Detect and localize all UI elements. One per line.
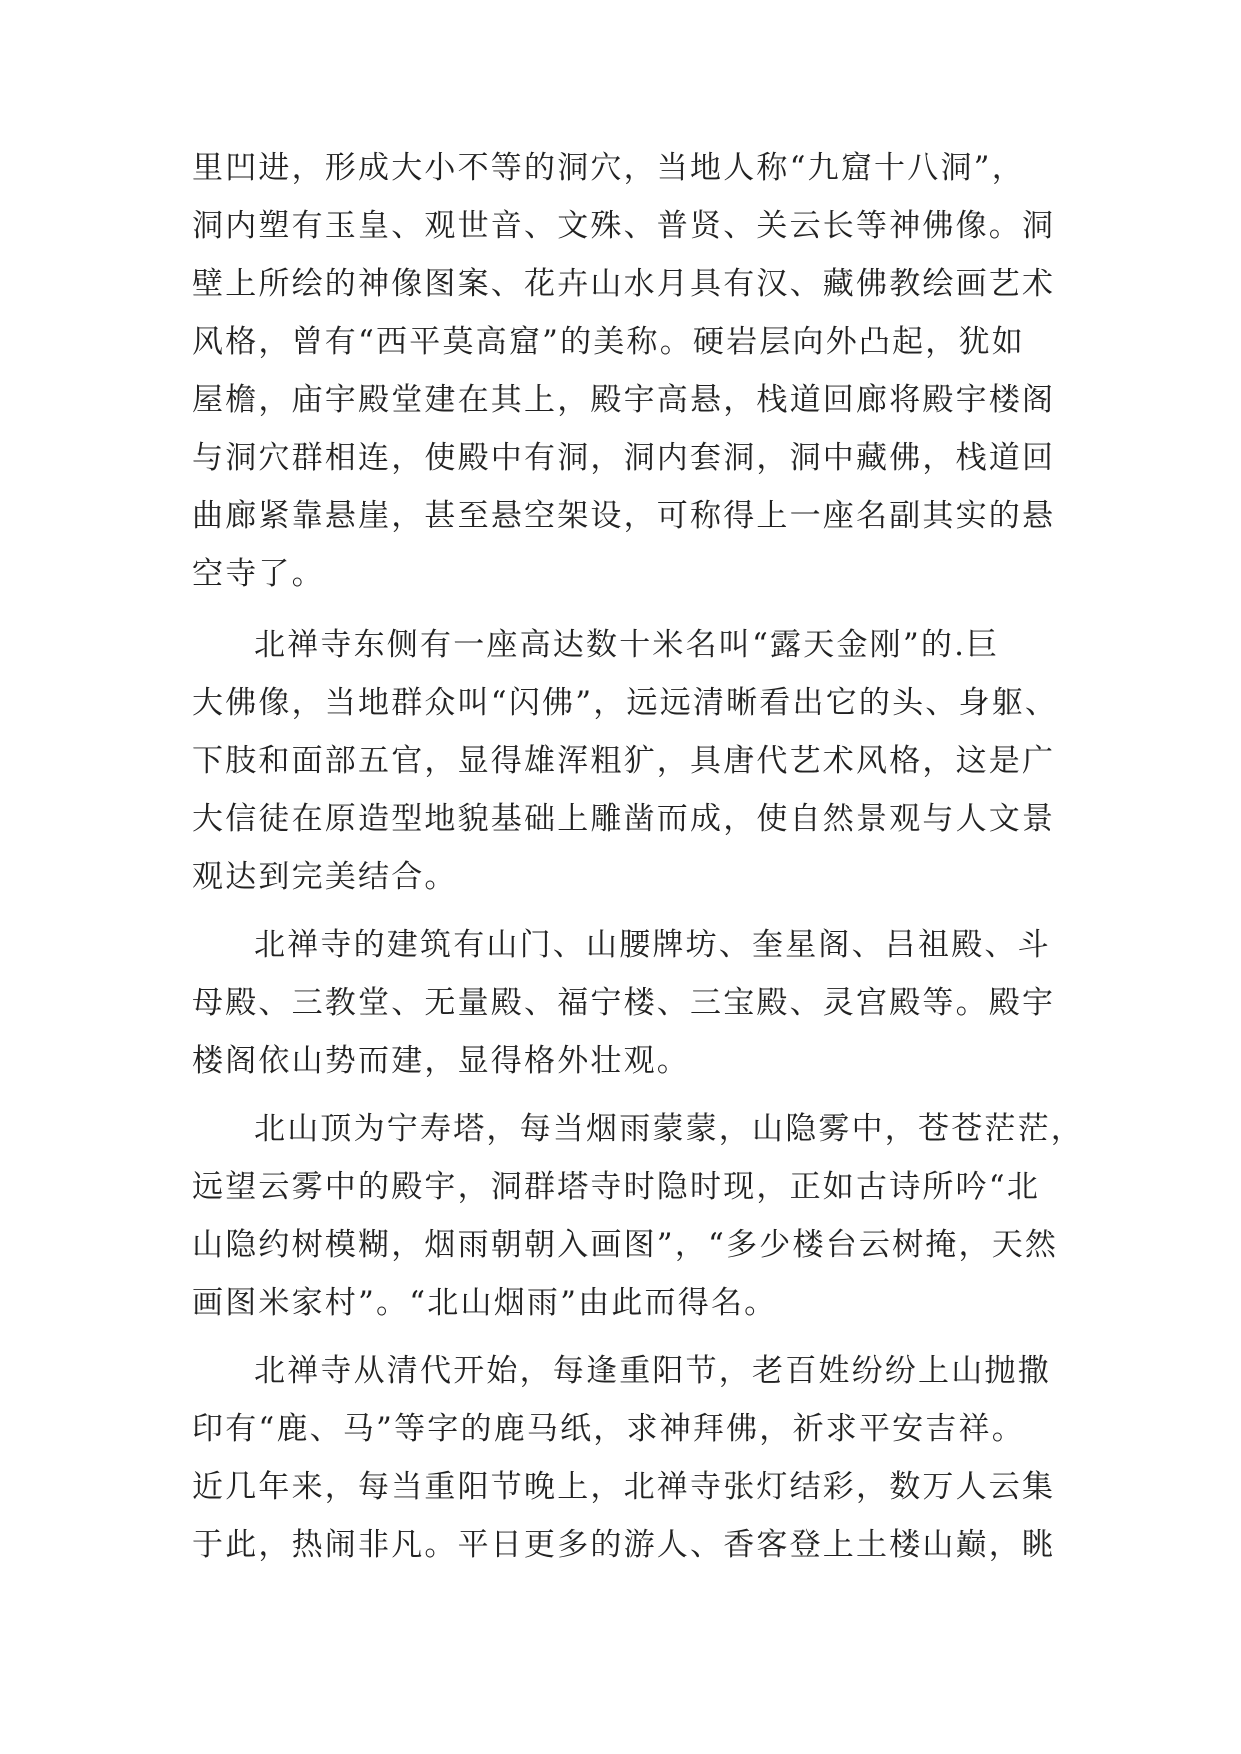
text-line: 大信徒在原造型地貌基础上雕凿而成，使自然景观与人文景	[192, 801, 1056, 837]
text-line: 壁上所绘的神像图案、花卉山水月具有汉、藏佛教绘画艺术	[192, 266, 1056, 302]
text-line: 里凹进，形成大小不等的洞穴，当地人称“九窟十八洞”，	[192, 150, 1025, 186]
text-line: 印有“鹿、马”等字的鹿马纸，求神拜佛，祈求平安吉祥。	[192, 1411, 1025, 1447]
text-line: 画图米家村”。“北山烟雨”由此而得名。	[192, 1285, 778, 1321]
text-line: 楼阁依山势而建，显得格外壮观。	[192, 1043, 690, 1079]
text-line: 山隐约树模糊，烟雨朝朝入画图”，“多少楼台云树掩，天然	[192, 1227, 1059, 1263]
text-line: 与洞穴群相连，使殿中有洞，洞内套洞，洞中藏佛，栈道回	[192, 440, 1056, 476]
text-line: 屋檐，庙宇殿堂建在其上，殿宇高悬，栈道回廊将殿宇楼阁	[192, 382, 1056, 418]
text-line: 下肢和面部五官，显得雄浑粗犷，具唐代艺术风格，这是广	[192, 743, 1056, 779]
paragraph-first-line: 北禅寺的建筑有山门、山腰牌坊、奎星阁、吕祖殿、斗	[254, 927, 1051, 963]
text-line: 空寺了。	[192, 556, 325, 592]
text-line: 风格，曾有“西平莫高窟”的美称。硬岩层向外凸起，犹如	[192, 324, 1025, 360]
text-line: 洞内塑有玉皇、观世音、文殊、普贤、关云长等神佛像。洞	[192, 208, 1056, 244]
paragraph-first-line: 北山顶为宁寿塔，每当烟雨蒙蒙，山隐雾中，苍苍茫茫，	[254, 1111, 1084, 1147]
text-line: 母殿、三教堂、无量殿、福宁楼、三宝殿、灵宫殿等。殿宇	[192, 985, 1056, 1021]
paragraph-first-line: 北禅寺从清代开始，每逢重阳节，老百姓纷纷上山抛撒	[254, 1353, 1051, 1389]
text-line: 远望云雾中的殿宇，洞群塔寺时隐时现，正如古诗所吟“北	[192, 1169, 1041, 1205]
text-line: 大佛像，当地群众叫“闪佛”，远远清晰看出它的头、身躯、	[192, 685, 1059, 721]
paragraph-first-line: 北禅寺东侧有一座高达数十米名叫“露天金刚”的.巨	[254, 627, 1000, 663]
text-line: 近几年来，每当重阳节晚上，北禅寺张灯结彩，数万人云集	[192, 1469, 1056, 1505]
text-line: 于此，热闹非凡。平日更多的游人、香客登上土楼山巅，眺	[192, 1527, 1056, 1563]
text-line: 观达到完美结合。	[192, 859, 458, 895]
text-line: 曲廊紧靠悬崖，甚至悬空架设，可称得上一座名副其实的悬	[192, 498, 1056, 534]
